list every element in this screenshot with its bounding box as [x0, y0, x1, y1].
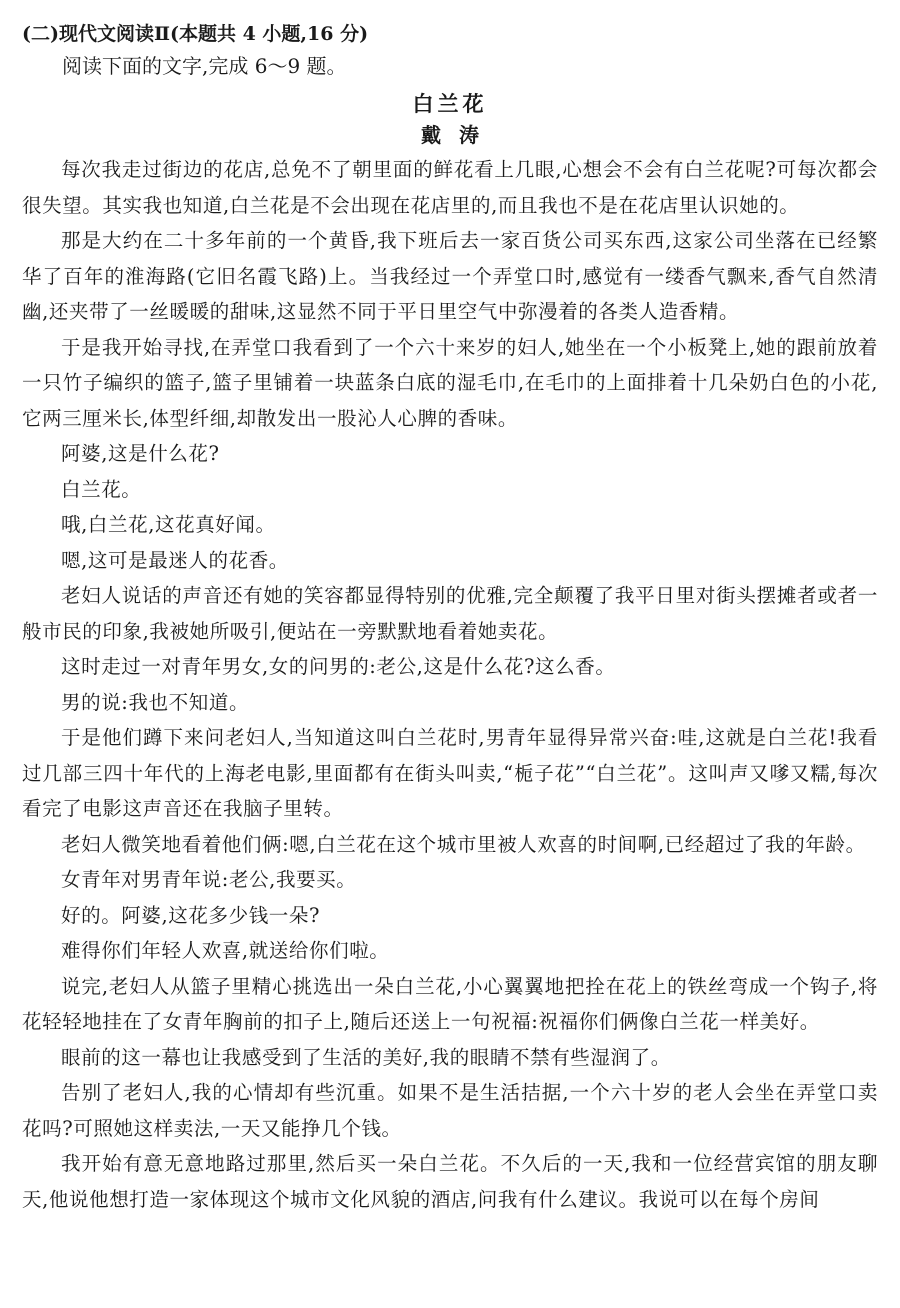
section-heading: (二)现代文阅读Ⅱ(本题共 4 小题,16 分): [22, 23, 369, 45]
paragraph-15: 难得你们年轻人欢喜,就送给你们啦。: [61, 939, 390, 962]
paragraph-17: 眼前的这一幕也让我感受到了生活的美好,我的眼睛不禁有些湿润了。: [61, 1045, 671, 1069]
paragraph-2: 那是大约在二十多年前的一个黄昏,我下班后去一家百货公司买东西,这家公司坐落在已经繁华了百年的淮海路(它旧名霞飞路)上。当我经过一个弄堂口时,感觉有一缕香气飘来,香气自然清幽,还夹带了一丝暖暖的甜味,这显然不同于平日里空气中弥漫着的各类人造香精。: [22, 229, 878, 323]
paragraph-4: 阿婆,这是什么花?: [61, 442, 220, 465]
paragraph-16: 说完,老妇人从篮子里精心挑选出一朵白兰花,小心翼翼地把拴在花上的铁丝弯成一个钩子,将花轻轻地挂在了女青年胸前的扣子上,随后还送上一句祝福:祝福你们俩像白兰花一样美好。: [22, 974, 878, 1033]
article-author: 戴涛: [421, 123, 497, 147]
paragraph-19: 我开始有意无意地路过那里,然后买一朵白兰花。不久后的一天,我和一位经营宾馆的朋友聊天,他说他想打造一家体现这个城市文化风貌的酒店,问我有什么建议。我说可以在每个房间: [22, 1152, 878, 1211]
paragraph-12: 老妇人微笑地看着他们俩:嗯,白兰花在这个城市里被人欢喜的时间啊,已经超过了我的年龄。: [61, 832, 866, 856]
paragraph-3: 于是我开始寻找,在弄堂口我看到了一个六十来岁的妇人,她坐在一个小板凳上,她的跟前放着一只竹子编织的篮子,篮子里铺着一块蓝条白底的湿毛巾,在毛巾的上面排着十几朵奶白色的小花,它两三厘米长,体型纤细,却散发出一股沁人心脾的香味。: [22, 335, 878, 430]
reading-instruction: 阅读下面的文字,完成 6～9 题。: [62, 54, 347, 78]
paragraph-1: 每次我走过街边的花店,总免不了朝里面的鲜花看上几眼,心想会不会有白兰花呢?可每次都会很失望。其实我也知道,白兰花是不会出现在花店里的,而且我也不是在花店里认识她的。: [22, 158, 878, 217]
paragraph-10: 男的说:我也不知道。: [61, 690, 250, 714]
paragraph-11: 于是他们蹲下来问老妇人,当知道这叫白兰花时,男青年显得异常兴奋:哇,这就是白兰花!我看过几部三四十年代的上海老电影,里面都有在街头叫卖,“栀子花”“白兰花”。这叫声又嗲又糯,每次看完了电影这声音还在我脑子里转。: [22, 726, 878, 820]
paragraph-8: 老妇人说话的声音还有她的笑容都显得特别的优雅,完全颠覆了我平日里对街头摆摊者或者一般市民的印象,我被她所吸引,便站在一旁默默地看着她卖花。: [22, 584, 878, 643]
paragraph-9: 这时走过一对青年男女,女的问男的:老公,这是什么花?这么香。: [61, 655, 616, 678]
document-page: [22, 18, 878, 1217]
paragraph-13: 女青年对男青年说:老公,我要买。: [61, 868, 357, 891]
paragraph-5: 白兰花。: [61, 477, 142, 501]
article-title: 白兰花: [412, 91, 488, 116]
article-body: [22, 152, 878, 1217]
paragraph-18: 告别了老妇人,我的心情却有些沉重。如果不是生活拮据,一个六十岁的老人会坐在弄堂口卖花吗?可照她这样卖法,一天又能挣几个钱。: [22, 1081, 878, 1140]
paragraph-7: 嗯,这可是最迷人的花香。: [61, 548, 289, 572]
paragraph-6: 哦,白兰花,这花真好闻。: [61, 513, 276, 536]
paragraph-14: 好的。阿婆,这花多少钱一朵?: [61, 903, 321, 927]
